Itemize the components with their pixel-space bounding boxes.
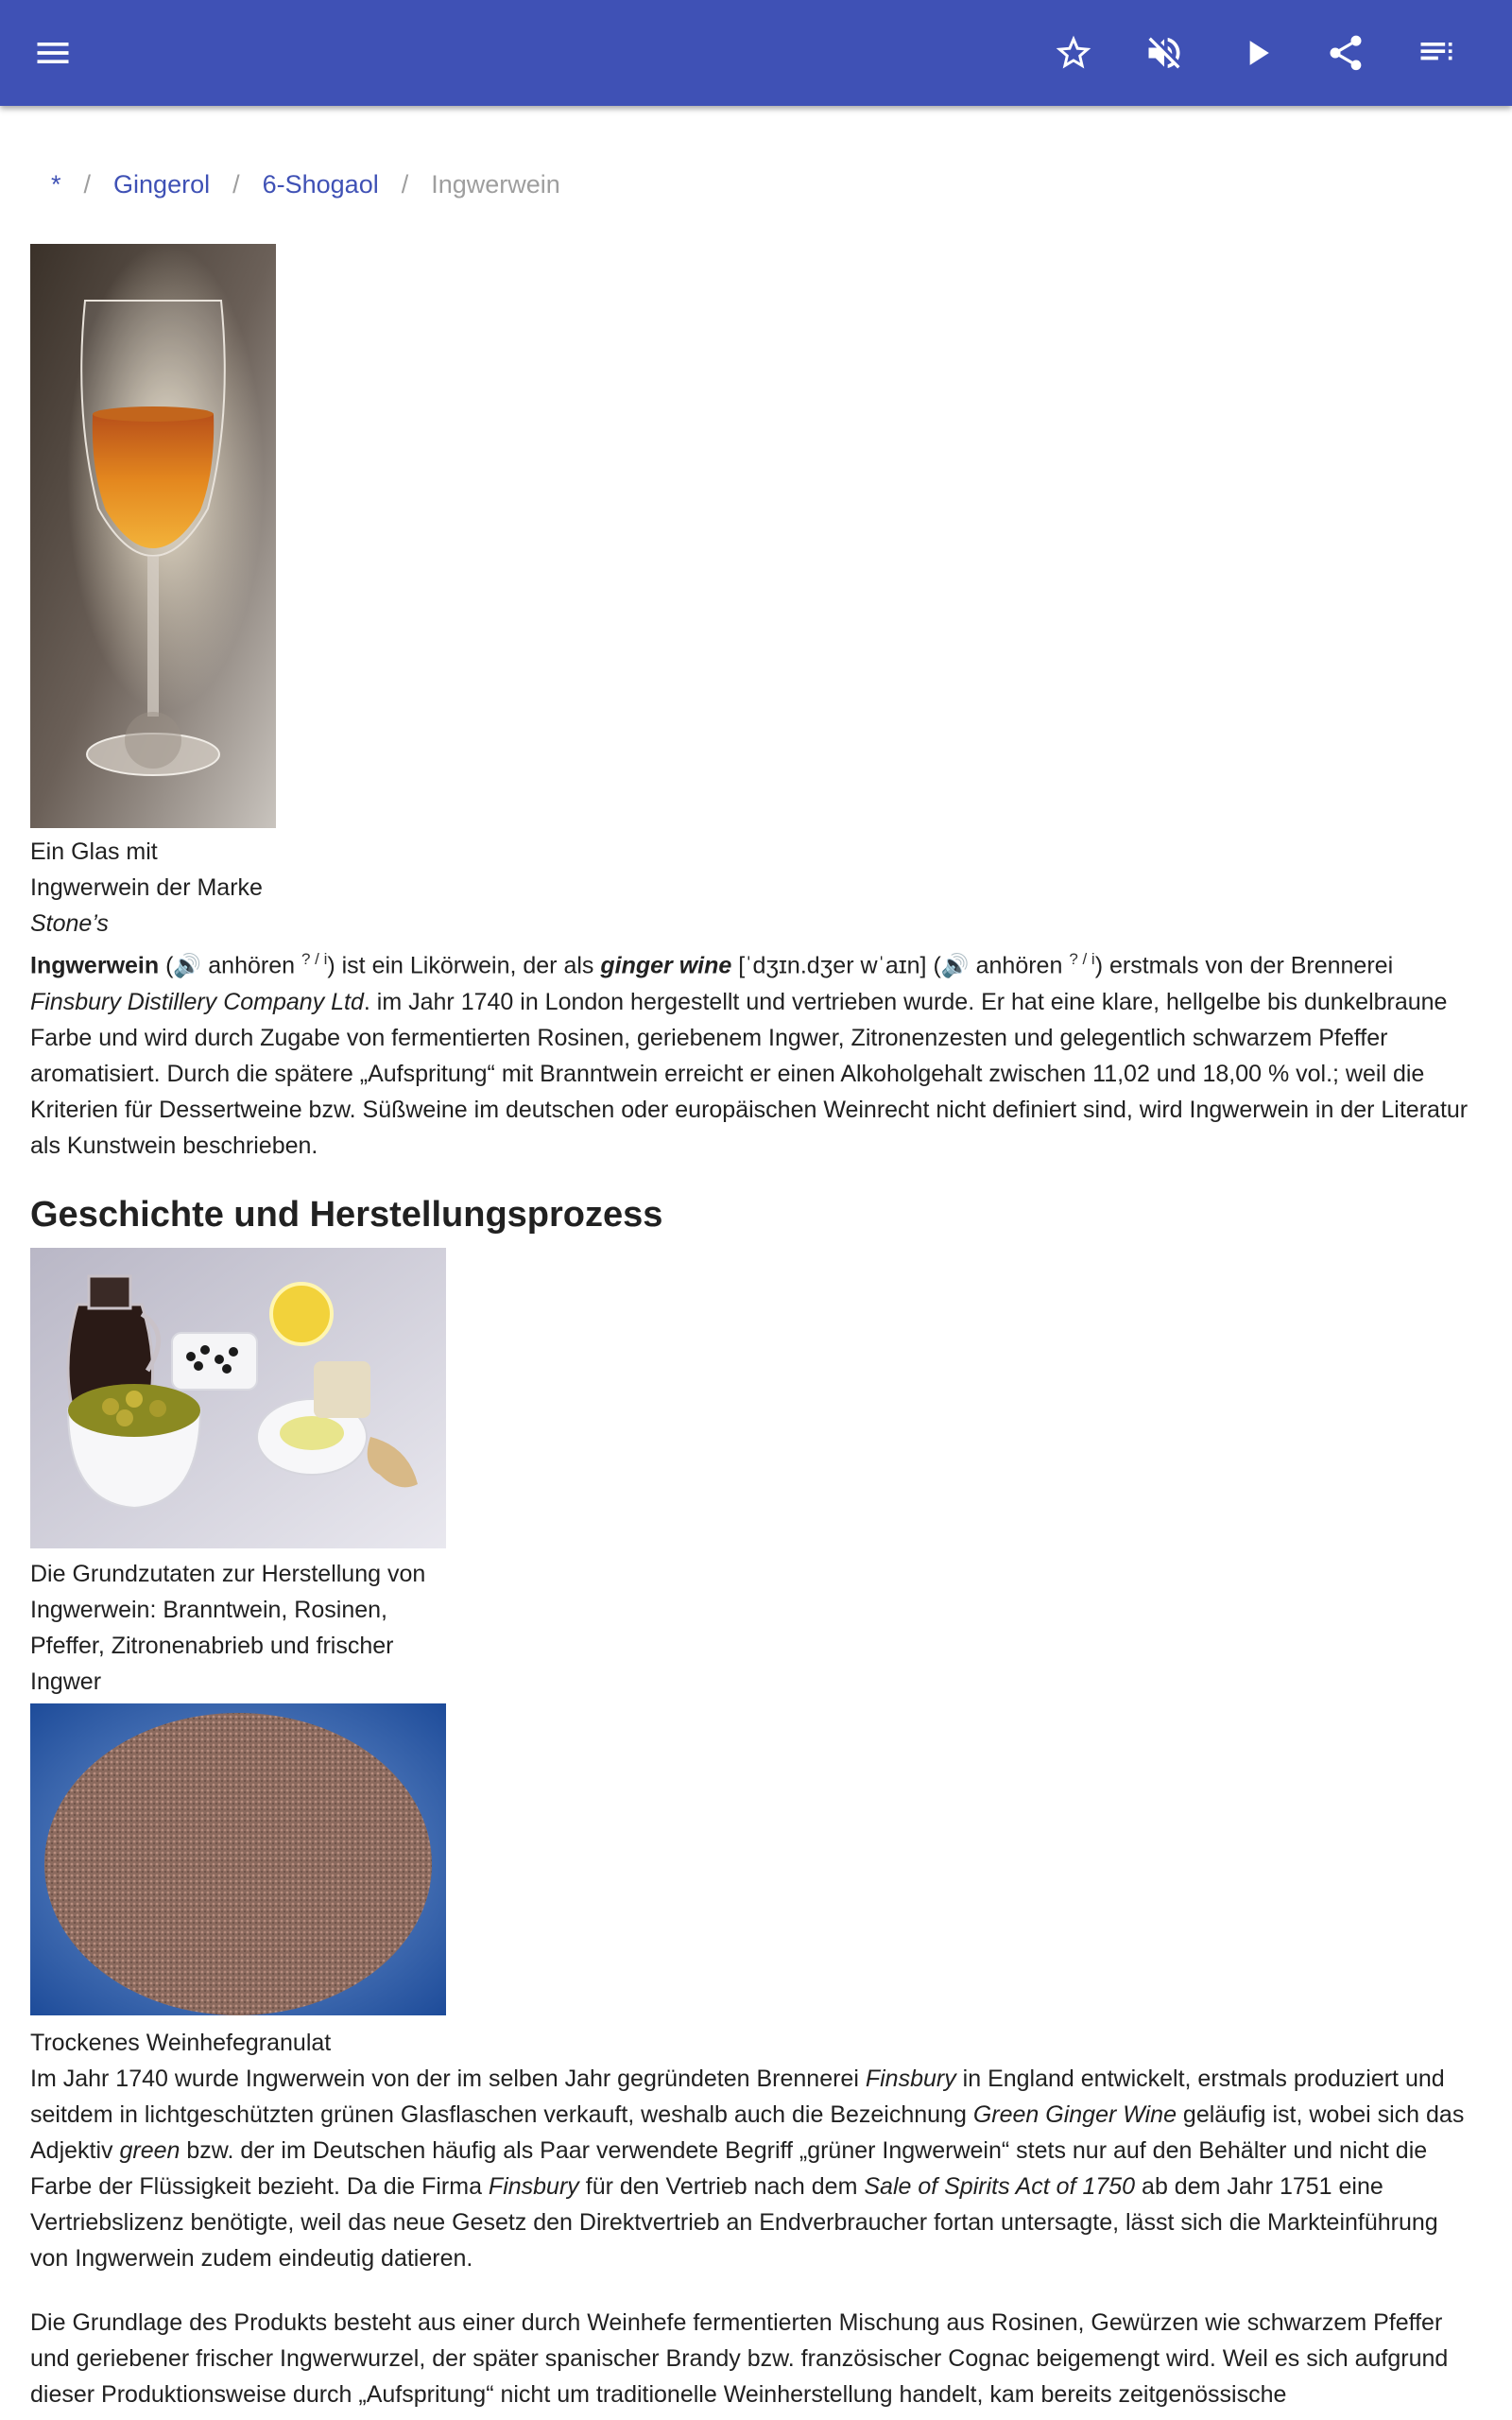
text: ab dem Jahr 1751 eine Vertriebslizenz benötigte, weil das neue Gesetz den Direktvertrieb an Endverbraucher fortan untersagte, lässt sich die Markteinführung von Ingwerwein zudem eindeutig datieren.	[30, 2173, 1438, 2272]
text: (	[159, 952, 174, 979]
bookmark-button[interactable]	[1047, 26, 1100, 79]
menu-button[interactable]	[26, 26, 79, 79]
term-italic: Green Ginger Wine	[972, 2101, 1177, 2128]
share-button[interactable]	[1319, 26, 1372, 79]
intro-paragraph	[30, 942, 1482, 1164]
brand-name: Finsbury	[488, 2173, 579, 2200]
text: ) ist ein Likörwein, der als	[327, 952, 601, 979]
help-link[interactable]: ? / i	[301, 950, 328, 968]
playlist-icon	[1416, 32, 1457, 74]
term-italic: green	[119, 2137, 180, 2164]
wine-glass-image[interactable]	[30, 244, 276, 828]
wine-glass-caption	[30, 834, 276, 942]
text: Im Jahr 1740 wurde Ingwerwein von der im selben Jahr gegründeten Brennerei	[30, 2066, 866, 2092]
speaker-icon[interactable]: 🔊	[173, 953, 202, 979]
text: ) erstmals von der Brennerei	[1094, 952, 1394, 979]
text: in England entwickelt, erstmals produziert und seitdem in lichtgeschützten grünen Glasflaschen verkauft, weshalb auch die Bezeichnung	[30, 2066, 1445, 2128]
company-name: Finsbury Distillery Company Ltd	[30, 989, 364, 1016]
breadcrumb-separator: /	[401, 170, 409, 199]
yeast-image[interactable]	[30, 1703, 446, 2015]
listen-link[interactable]: anhören	[969, 952, 1070, 979]
breadcrumb-separator: /	[232, 170, 240, 199]
playlist-button[interactable]	[1410, 26, 1463, 79]
caption-line: Stone’s	[30, 910, 109, 937]
caption-line: Die Grundzutaten zur Herstellung von	[30, 1561, 426, 1587]
app-bar	[0, 0, 1512, 106]
text: für den Vertrieb nach dem	[578, 2173, 865, 2200]
menu-icon	[32, 32, 74, 74]
history-paragraph-1	[30, 2061, 1482, 2276]
caption-line: Pfeffer, Zitronenabrieb und frischer	[30, 1633, 394, 1659]
ingredients-image[interactable]	[30, 1248, 446, 1548]
mute-button[interactable]	[1138, 26, 1191, 79]
law-name: Sale of Spirits Act of 1750	[864, 2173, 1136, 2200]
breadcrumb-item-gingerol[interactable]: Gingerol	[113, 170, 211, 199]
caption-line: Ingwerwein der Marke	[30, 874, 263, 901]
yeast-caption: Trockenes Weinhefegranulat	[30, 2030, 332, 2056]
breadcrumb-current: Ingwerwein	[431, 170, 560, 199]
star-outline-icon	[1053, 32, 1094, 74]
text: . im Jahr 1740 in London hergestellt und vertrieben wurde. Er hat eine klare, hellgelbe bis dunkelbraune Farbe und wird durch Zugabe von fermentierten Rosinen, geriebenem Ingwer, Zitronenzesten und gelegentlich schwarzem Pfeffer aromatisiert. Durch die spätere „Aufspritung“ mit Branntwein erreicht er einen Alkoholgehalt zwischen 11,02 und 18,00 % vol.; weil die Kriterien für Dessertweine bzw. Süßweine im deutschen oder europäischen Weinrecht nicht definiert sind, wird Ingwerwein in der Literatur als Kunstwein beschrieben.	[30, 989, 1469, 1160]
breadcrumb-item-root[interactable]: *	[51, 170, 61, 199]
brand-name: Finsbury	[865, 2066, 956, 2092]
breadcrumb-separator: /	[83, 170, 92, 199]
volume-off-icon	[1143, 32, 1185, 74]
help-link[interactable]: ? / i	[1069, 950, 1095, 968]
breadcrumb-item-6-shogaol[interactable]: 6-Shogaol	[262, 170, 379, 199]
ingredients-caption	[30, 1556, 446, 1700]
share-icon	[1325, 32, 1366, 74]
play-icon	[1236, 32, 1278, 74]
term: Ingwerwein	[30, 952, 160, 979]
listen-link[interactable]: anhören	[201, 952, 301, 979]
caption-line: Ingwer	[30, 1668, 102, 1695]
text: bzw. der im Deutschen häufig als Paar verwendete Begriff „grüner Ingwerwein“ stets nur auf den Behälter und nicht die Farbe der Flüssigkeit bezieht. Da die Firma	[30, 2137, 1428, 2200]
caption-line: Ein Glas mit	[30, 838, 158, 865]
text: geläufig ist, wobei sich das Adjektiv	[30, 2101, 1465, 2164]
section-heading: Geschichte und Herstellungsprozess	[30, 1195, 663, 1235]
caption-line: Ingwerwein: Branntwein, Rosinen,	[30, 1597, 387, 1623]
history-paragraph-2: Die Grundlage des Produkts besteht aus einer durch Weinhefe fermentierten Mischung aus Rosinen, Gewürzen wie schwarzem Pfeffer und geriebener frischer Ingwerwurzel, der später spanischer Brandy bzw. französischer Cognac beigemengt wird. Weil es sich aufgrund dieser Produktionsweise durch „Aufspritung“ nicht um traditionelle Weinherstellung handelt, kam bereits zeitgenössische	[30, 2309, 1449, 2408]
ipa: [ˈdʒɪn.dʒer wˈaɪn] (	[731, 952, 941, 979]
english-term: ginger wine	[600, 952, 732, 979]
speaker-icon[interactable]: 🔊	[940, 953, 970, 979]
breadcrumb	[51, 170, 560, 199]
play-button[interactable]	[1230, 26, 1283, 79]
